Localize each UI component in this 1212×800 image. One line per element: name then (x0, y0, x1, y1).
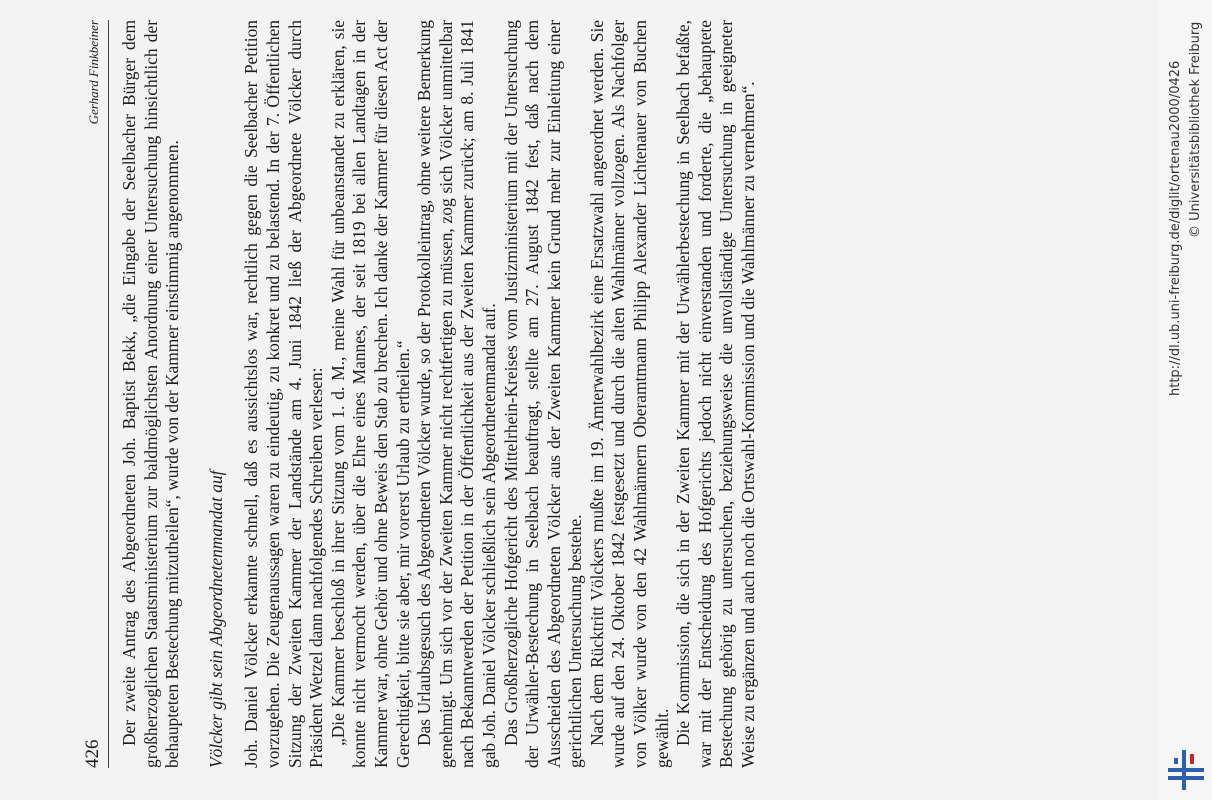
section-heading: Völcker gibt sein Abgeordnetenmandat auf (205, 470, 226, 768)
library-strip (1158, 0, 1212, 800)
paragraph: Nach dem Rücktritt Völckers mußte im 19. Ämterwahlbezirk eine Ersatzwahl angeordnet werden. Sie wurde auf den 24. Oktober 1842 festgesetzt und durch die alten Wahlmänner vollzogen. Als Nachfolger von Völker wurde von den 42 Wahlmännern Oberamtmann Philipp Alexander Lichtenauer von Buchen gewählt. (586, 20, 672, 768)
running-author: Gerhard Finkbeiner (86, 20, 101, 125)
library-logo-icon (1162, 746, 1206, 794)
paragraph: Das Urlaubsgesuch des Abgeordneten Völcker wurde, so der Protokolleintrag, ohne weitere Bemerkung genehmigt. Um sich vor der Zweiten Kammer nicht rechtfertigen zu müssen, zog sich Völcker unmittelbar nach Bekanntwerden der Petition in der Öffentlichkeit aus der Zweiten Kammer zurück; am 8. Juli 1841 gab Joh. Daniel Völcker schließlich sein Abgeordnetenmandat auf. (414, 20, 499, 768)
page-content (80, 20, 1040, 768)
source-url-link[interactable]: http://dl.ub.uni-freiburg.de/diglit/ortenau2000/0426 (1168, 60, 1183, 396)
page-number: 426 (82, 739, 103, 768)
copyright-notice: © Universitätsbibliothek Freiburg (1188, 21, 1203, 238)
quotation-paragraph: „Die Kammer beschloß in ihrer Sitzung vom 1. d. M., meine Wahl für unbeanstandet zu erklären, sie konnte nicht vermocht werden, über die Ehre eines Mannes, der seit 1819 bei allen Landtagen in der Kammer war, ohne Gehör und ohne Beweis den Stab zu brechen. Ich danke der Kammer für diesen Act der Gerechtigkeit, bitte sie aber, mir vorerst Urlaub zu ertheilen.“ (327, 20, 413, 768)
running-header (80, 20, 109, 768)
text-body (109, 20, 760, 768)
paragraph: Der zweite Antrag des Abgeordneten Joh. Baptist Bekk, „die Eingabe der Seelbacher Bürger dem großherzoglichen Staatsministerium zur baldmöglichsten Anordnung einer Untersuchung hinsichtlich der behaupteten Bestechung mitzutheilen“, wurde von der Kammer einstimmig angenommen. (119, 20, 183, 768)
paragraph: Das Großherzogliche Hofgericht des Mittelrhein-Kreises vom Justizministerium mit der Untersuchung der Urwähler-Bestechung in Seelbach beauftragt, stellte am 27. August 1842 fest, daß nach dem Ausscheiden des Abgeordneten Völcker aus der Zweiten Kammer kein Grund mehr zur Einleitung einer gerichtlichen Untersuchung bestehe. (500, 20, 586, 768)
paragraph: Die Kommission, die sich in der Zweiten Kammer mit der Urwählerbestechung in Seelbach befaßte, war mit der Entscheidung des Hofgerichts jedoch nicht einverstanden und forderte, die „behauptete Bestechung gehörig zu untersuchen, beziehungsweise die unvollständige Untersuchung in geeigneter Weise zu ergänzen und auch noch die Ortswahl-Kommission und die Wahlmänner zu vernehmen“. (673, 20, 759, 768)
paragraph: Joh. Daniel Völcker erkannte schnell, daß es aussichtslos war, rechtlich gegen die Seelbacher Petition vorzugehen. Die Zeugenaussagen waren zu eindeutig, zu konkret und zu belastend. In der 7. Öffentlichen Sitzung der Zweiten Kammer der Landstände am 4. Juni 1842 ließ der Abgeordnete Völcker durch Präsident Wetzel dann nachfolgendes Schreiben verlesen: (241, 20, 327, 768)
